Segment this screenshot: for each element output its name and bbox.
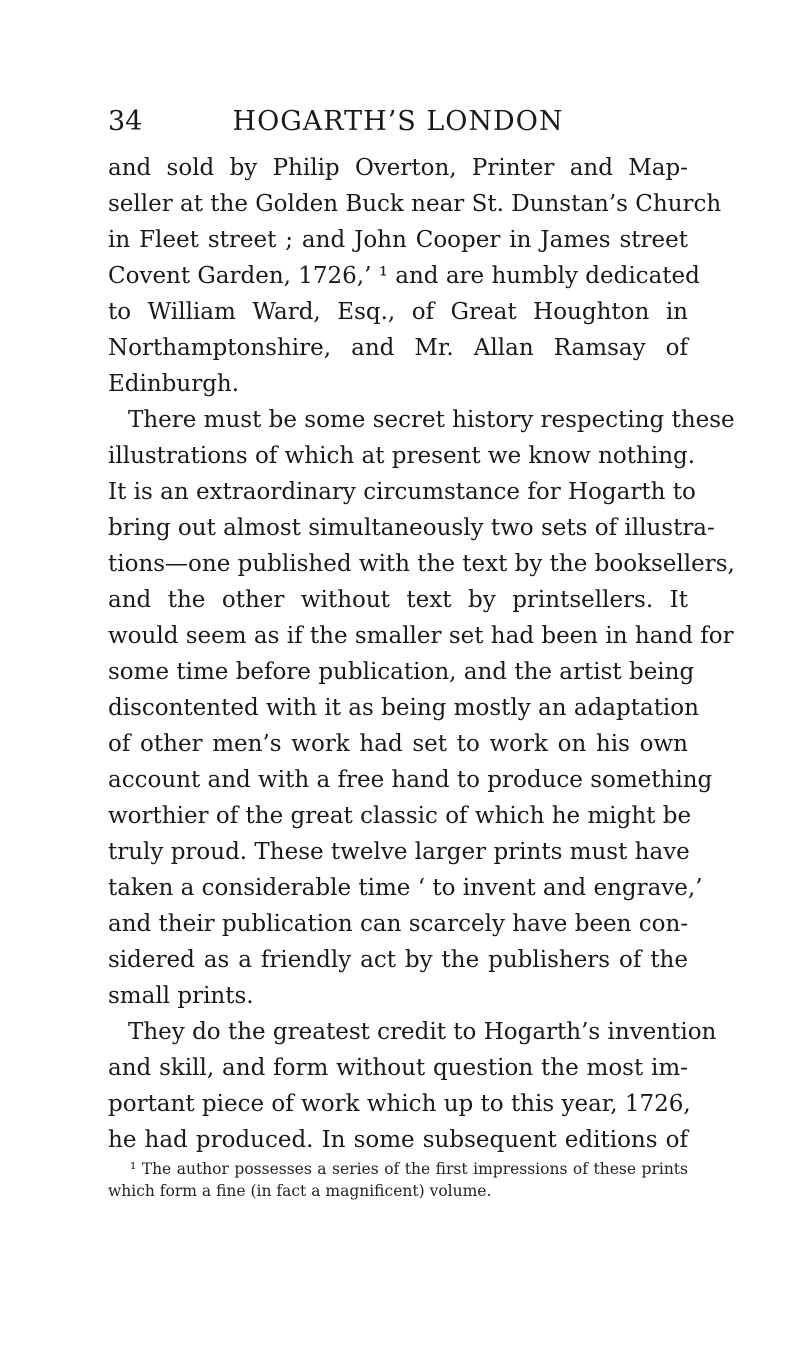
text-line: They do the greatest credit to Hogarth’s invention	[128, 1019, 717, 1045]
text-line: and the other without text by printsellers. It	[108, 587, 688, 613]
text-line: worthier of the great classic of which he might be	[108, 803, 692, 829]
running-head: HOGARTH’S LONDON	[232, 106, 564, 137]
text-line: Covent Garden, 1726,’ ¹ and are humbly dedicated	[108, 263, 700, 289]
text-line: Edinburgh.	[108, 371, 240, 397]
page-header	[108, 104, 688, 144]
text-line: and sold by Philip Overton, Printer and Map-	[108, 155, 688, 181]
text-line: seller at the Golden Buck near St. Dunstan’s Church	[108, 191, 722, 217]
text-line: portant piece of work which up to this year, 1726,	[108, 1091, 691, 1117]
text-line: would seem as if the smaller set had been in hand for	[108, 623, 734, 649]
text-line: It is an extraordinary circumstance for Hogarth to	[108, 479, 696, 505]
text-line: account and with a free hand to produce something	[108, 767, 713, 793]
body-text	[108, 150, 735, 1158]
text-line: he had produced. In some subsequent editions of	[108, 1127, 688, 1153]
text-line: illustrations of which at present we know nothing.	[108, 443, 696, 469]
text-line: small prints.	[108, 983, 254, 1009]
page-number: 34	[108, 106, 143, 137]
footnote	[108, 1158, 688, 1202]
text-line: tions—one published with the text by the booksellers,	[108, 551, 735, 577]
text-line: some time before publication, and the artist being	[108, 659, 695, 685]
text-line: There must be some secret history respecting these	[128, 407, 735, 433]
text-line: bring out almost simultaneously two sets of illustra-	[108, 515, 715, 541]
text-line: of other men’s work had set to work on his own	[108, 731, 688, 757]
text-line: truly proud. These twelve larger prints must have	[108, 839, 690, 865]
text-line: Northamptonshire, and Mr. Allan Ramsay of	[108, 335, 688, 361]
footnote-line: which form a fine (in fact a magnificent) volume.	[108, 1182, 492, 1200]
text-line: taken a considerable time ‘ to invent and engrave,’	[108, 875, 703, 901]
text-line: sidered as a friendly act by the publishers of the	[108, 947, 688, 973]
text-line: and skill, and form without question the most im-	[108, 1055, 688, 1081]
text-line: and their publication can scarcely have been con-	[108, 911, 689, 937]
text-line: discontented with it as being mostly an adaptation	[108, 695, 699, 721]
footnote-line: ¹ The author possesses a series of the first impressions of these prints	[130, 1160, 688, 1178]
text-line: to William Ward, Esq., of Great Houghton in	[108, 299, 688, 325]
text-line: in Fleet street ; and John Cooper in James street	[108, 227, 688, 253]
